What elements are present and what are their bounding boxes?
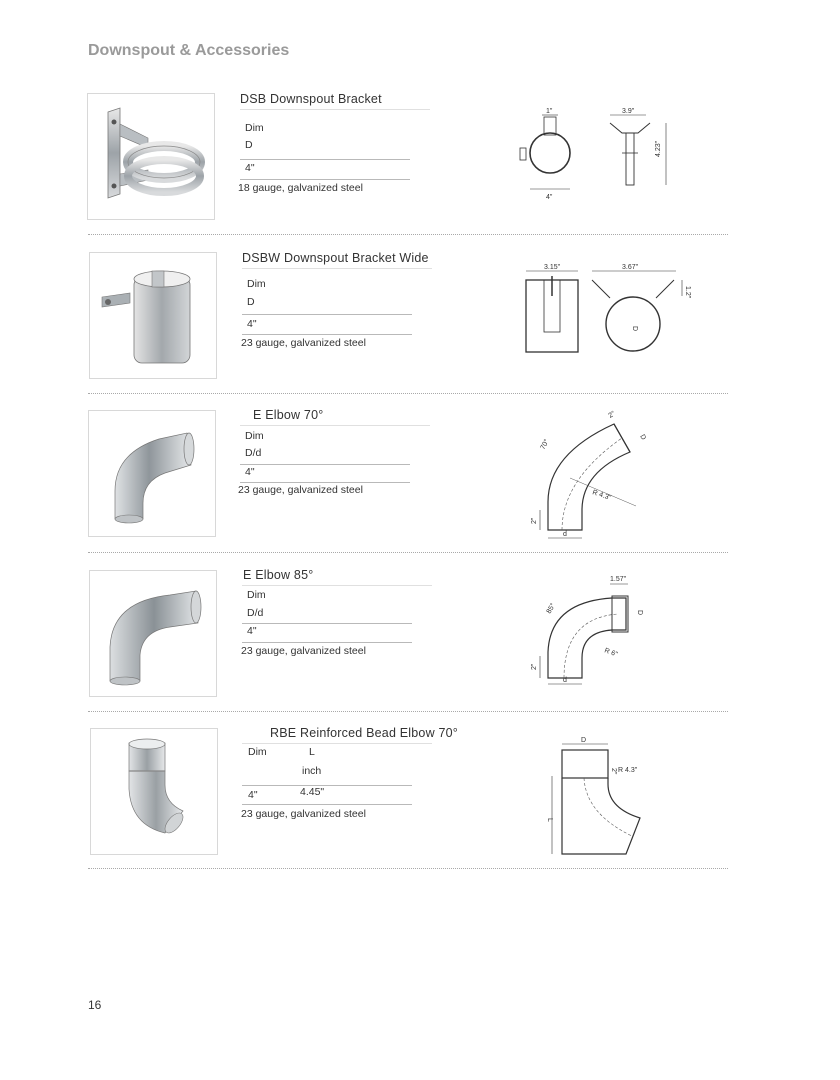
material-text: 23 gauge, galvanized steel — [238, 484, 363, 496]
product-title: E Elbow 70° — [253, 408, 324, 422]
dim-label: 85° — [545, 602, 558, 615]
dim-label: L — [546, 818, 553, 822]
elbow-photo-icon — [90, 571, 216, 696]
spec-value-dd: 4" — [247, 625, 257, 637]
spec-rule — [240, 179, 410, 180]
dim-label: 2" — [607, 410, 617, 420]
spec-header-d: D — [247, 296, 255, 308]
spec-header-dd: D/d — [245, 447, 262, 459]
dim-label: D — [638, 433, 647, 442]
product-dsb — [86, 93, 736, 233]
title-underline — [240, 425, 430, 426]
product-photo-rbe — [90, 728, 218, 855]
technical-drawing-elbow-85 — [526, 572, 656, 692]
dim-label: R 4.3" — [591, 489, 612, 502]
dim-label: 3.9" — [622, 108, 635, 115]
bracket-photo-icon — [88, 94, 214, 219]
spec-value-l: 4.45" — [300, 786, 325, 798]
elbow-photo-icon — [89, 411, 215, 536]
dim-label: 3.67" — [622, 264, 639, 271]
technical-drawing-elbow-70 — [526, 410, 656, 545]
product-photo-elbow-85 — [89, 570, 217, 697]
material-text: 23 gauge, galvanized steel — [241, 337, 366, 349]
spec-unit: inch — [302, 765, 322, 777]
section-separator — [88, 393, 728, 394]
product-e-elbow-70 — [86, 410, 736, 550]
product-e-elbow-85 — [86, 570, 736, 710]
spec-rule — [240, 482, 410, 483]
spec-header-dim: Dim — [245, 122, 264, 134]
product-title: RBE Reinforced Bead Elbow 70° — [270, 726, 458, 740]
spec-rule — [242, 804, 412, 805]
spec-rule — [240, 159, 410, 160]
section-separator — [88, 711, 728, 712]
dim-label: 3.15" — [544, 264, 561, 271]
spec-header-dim: Dim — [247, 278, 266, 290]
dim-label: 4" — [546, 194, 553, 201]
page-header: Downspout & Accessories — [88, 42, 290, 59]
product-dsbw — [86, 252, 736, 392]
dim-label: 1.57" — [610, 576, 627, 583]
product-photo-elbow-70 — [88, 410, 216, 537]
section-separator — [88, 552, 728, 553]
material-text: 23 gauge, galvanized steel — [241, 808, 366, 820]
product-photo-dsb — [87, 93, 215, 220]
title-underline — [240, 109, 430, 110]
dim-label: D — [636, 610, 643, 616]
bracket-wide-photo-icon — [90, 253, 216, 378]
spec-rule — [242, 623, 412, 624]
spec-header-d: D — [245, 139, 253, 151]
technical-drawing-rbe — [536, 734, 656, 859]
dim-label: 2" — [531, 663, 538, 670]
technical-drawing-dsb — [506, 107, 686, 207]
dim-label: d — [563, 531, 567, 538]
spec-rule — [240, 464, 410, 465]
spec-value-d: 4" — [247, 318, 257, 330]
spec-header-dim: Dim — [248, 746, 267, 758]
dim-label: R 4.3" — [618, 767, 638, 774]
dim-label: d — [563, 677, 567, 684]
spec-value-d: 4" — [245, 162, 255, 174]
material-text: 23 gauge, galvanized steel — [241, 645, 366, 657]
section-separator — [88, 234, 728, 235]
spec-rule — [242, 314, 412, 315]
title-underline — [242, 268, 432, 269]
dim-label: 4.23" — [655, 140, 662, 157]
dim-label: D — [631, 326, 638, 332]
page-number: 16 — [88, 998, 102, 1012]
spec-rule — [242, 785, 412, 786]
title-underline — [242, 743, 432, 744]
dim-label: 70° — [539, 438, 551, 451]
product-rbe-elbow-70 — [86, 728, 736, 868]
spec-rule — [242, 334, 412, 335]
product-title: E Elbow 85° — [243, 568, 314, 582]
spec-header-dim: Dim — [245, 430, 264, 442]
material-text: 18 gauge, galvanized steel — [238, 182, 363, 194]
reinforced-elbow-photo-icon — [91, 729, 217, 854]
spec-rule — [242, 642, 412, 643]
dim-label: D — [581, 737, 587, 744]
product-title: DSBW Downspout Bracket Wide — [242, 251, 429, 265]
product-photo-dsbw — [89, 252, 217, 379]
product-title: DSB Downspout Bracket — [240, 92, 382, 106]
spec-header-l: L — [309, 746, 315, 758]
section-separator — [88, 868, 728, 869]
dim-label: 1.2" — [684, 286, 691, 299]
dim-label: R 6" — [603, 647, 619, 659]
spec-value-dim: 4" — [248, 789, 258, 801]
dim-label: 1" — [546, 108, 553, 115]
spec-value-dd: 4" — [245, 466, 255, 478]
title-underline — [242, 585, 432, 586]
spec-header-dd: D/d — [247, 607, 264, 619]
dim-label: 2" — [531, 517, 538, 524]
technical-drawing-dsbw — [506, 262, 696, 362]
spec-header-dim: Dim — [247, 589, 266, 601]
dim-label: 2" — [610, 768, 617, 775]
